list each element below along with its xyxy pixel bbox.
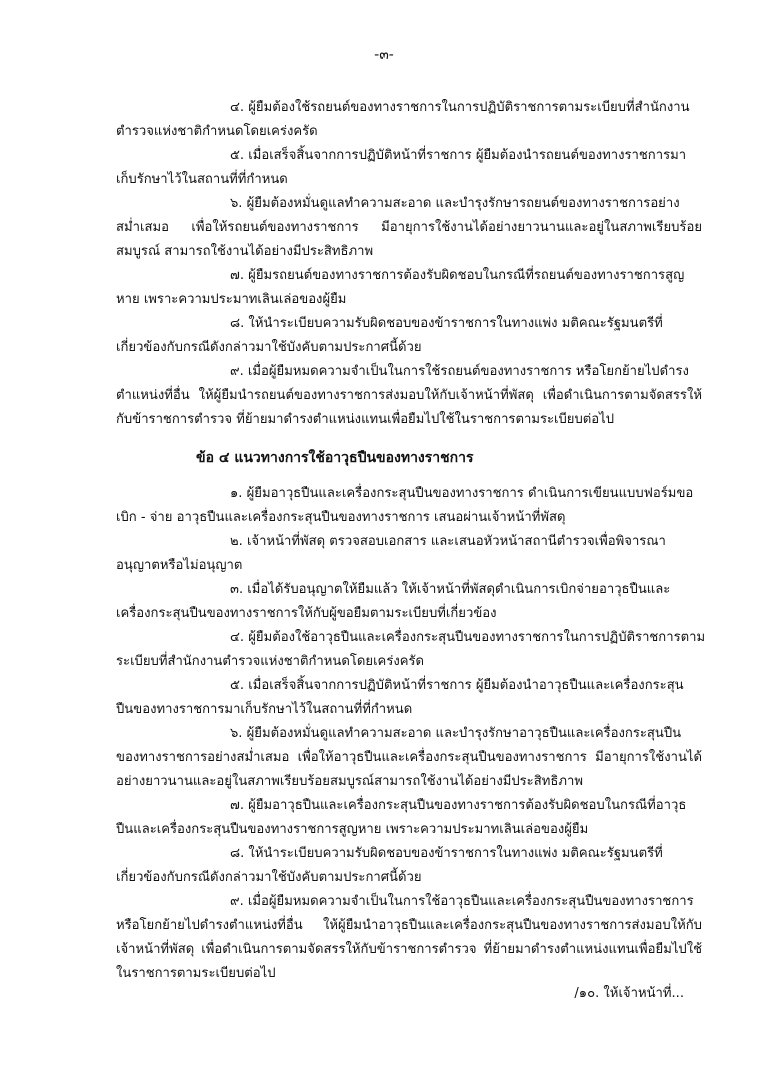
- section-heading: ข้อ ๔ แนวทางการใช้อาวุธปืนของทางราชการ: [196, 450, 474, 466]
- rule-paragraph: [116, 890, 702, 986]
- rule-continuation: หรือโยกย้ายไปดำรงตำแหน่งที่อื่น ให้ผู้ยืมนำอาวุธปืนและเครื่องกระสุนปืนของทางราชการส่งมอบให้กับเจ้าหน้าที่พัสดุ เพื่อดำเนินการตามจัดสรรให้กับข้าราชการตำรวจ ที่ย้ายมาดำรงตำแหน่งแทนเพื่อยืมไปใช้ในราชการตามระเบียบต่อไป: [116, 918, 702, 981]
- rule-first-line: ๘. ให้นำระเบียบความรับผิดชอบของข้าราชการในทางแพ่ง มติคณะรัฐมนตรีที่: [230, 316, 663, 331]
- rule-continuation: เก็บรักษาไว้ในสถานที่ที่กำหนด: [116, 172, 288, 187]
- rule-continuation: ระเบียบที่สำนักงานตำรวจแห่งชาติกำหนดโดยเคร่งครัด: [116, 654, 425, 669]
- document-body: [116, 96, 706, 986]
- page-number: -๓-: [374, 47, 394, 63]
- rule-paragraph: [116, 578, 702, 626]
- rule-paragraph: [116, 482, 702, 530]
- rule-paragraph: [116, 626, 706, 674]
- rule-paragraph: [116, 312, 702, 360]
- rule-first-line: ๗. ผู้ยืมอาวุธปืนและเครื่องกระสุนปืนของทางราชการต้องรับผิดชอบในกรณีที่อาวุธ: [230, 798, 687, 813]
- rule-first-line: ๖. ผู้ยืมต้องหมั่นดูแลทำความสะอาด และบำรุงรักษาอาวุธปืนและเครื่องกระสุนปืน: [230, 726, 682, 741]
- rule-first-line: ๙. เมื่อผู้ยืมหมดความจำเป็นในการใช้รถยนต์ของทางราชการ หรือโยกย้ายไปดำรง: [230, 364, 689, 379]
- rule-paragraph: [116, 144, 702, 192]
- rule-first-line: ๕. เมื่อเสร็จสิ้นจากการปฏิบัติหน้าที่ราชการ ผู้ยืมต้องนำอาวุธปืนและเครื่องกระสุน: [230, 678, 684, 693]
- rule-continuation: เบิก - จ่าย อาวุธปืนและเครื่องกระสุนปืนของทางราชการ เสนอผ่านเจ้าหน้าที่พัสดุ: [116, 510, 566, 525]
- rule-paragraph: [116, 794, 702, 842]
- rule-paragraph: [116, 96, 702, 144]
- rule-first-line: ๖. ผู้ยืมต้องหมั่นดูแลทำความสะอาด และบำรุงรักษารถยนต์ของทางราชการอย่าง: [230, 196, 680, 211]
- rule-first-line: ๘. ให้นำระเบียบความรับผิดชอบของข้าราชการในทางแพ่ง มติคณะรัฐมนตรีที่: [230, 846, 663, 861]
- rule-continuation: สม่ำเสมอ เพื่อให้รถยนต์ของทางราชการ มีอายุการใช้งานได้อย่างยาวนานและอยู่ในสภาพเรียบร้อยสมบูรณ์ สามารถใช้งานได้อย่างมีประสิทธิภาพ: [116, 220, 702, 259]
- rule-first-line: ๕. เมื่อเสร็จสิ้นจากการปฏิบัติหน้าที่ราชการ ผู้ยืมต้องนำรถยนต์ของทางราชการมา: [230, 148, 687, 163]
- rule-paragraph: [116, 360, 702, 432]
- rule-continuation: ปืนของทางราชการมาเก็บรักษาไว้ในสถานที่ที่กำหนด: [116, 702, 413, 717]
- rule-first-line: ๒. เจ้าหน้าที่พัสดุ ตรวจสอบเอกสาร และเสนอหัวหน้าสถานีตำรวจเพื่อพิจารณา: [230, 534, 666, 549]
- rule-first-line: ๑. ผู้ยืมอาวุธปืนและเครื่องกระสุนปืนของทางราชการ ดำเนินการเขียนแบบฟอร์มขอ: [230, 486, 694, 501]
- rule-continuation: เกี่ยวข้องกับกรณีดังกล่าวมาใช้บังคับตามประกาศนี้ด้วย: [116, 340, 422, 355]
- continuation-note: /๑๐. ให้เจ้าหน้าที่...: [574, 986, 684, 1001]
- rule-continuation: ตำแหน่งที่อื่น ให้ผู้ยืมนำรถยนต์ของทางราชการส่งมอบให้กับเจ้าหน้าที่พัสดุ เพื่อดำเนินการตามจัดสรรให้กับข้าราชการตำรวจ ที่ย้ายมาดำรงตำแหน่งแทนเพื่อยืมไปใช้ในราชการตามระเบียบต่อไป: [116, 388, 702, 427]
- rule-paragraph: [116, 192, 702, 264]
- rule-first-line: ๙. เมื่อผู้ยืมหมดความจำเป็นในการใช้อาวุธปืนและเครื่องกระสุนปืนของทางราชการ: [230, 894, 694, 909]
- rule-continuation: เกี่ยวข้องกับกรณีดังกล่าวมาใช้บังคับตามประกาศนี้ด้วย: [116, 870, 422, 885]
- rule-continuation: ตำรวจแห่งชาติกำหนดโดยเคร่งครัด: [116, 124, 318, 139]
- rule-first-line: ๔. ผู้ยืมต้องใช้อาวุธปืนและเครื่องกระสุนปืนของทางราชการในการปฏิบัติราชการตาม: [230, 630, 706, 645]
- rule-continuation: หาย เพราะความประมาทเลินเล่อของผู้ยืม: [116, 292, 347, 307]
- rule-first-line: ๔. ผู้ยืมต้องใช้รถยนต์ของทางราชการในการปฏิบัติราชการตามระเบียบที่สำนักงาน: [230, 100, 690, 115]
- rule-continuation: เครื่องกระสุนปืนของทางราชการให้กับผู้ขอยืมตามระเบียบที่เกี่ยวข้อง: [116, 606, 497, 621]
- firearm-rules-list: [116, 482, 706, 986]
- rule-first-line: ๓. เมื่อได้รับอนุญาตให้ยืมแล้ว ให้เจ้าหน้าที่พัสดุดำเนินการเบิกจ่ายอาวุธปืนและ: [230, 582, 671, 597]
- rule-continuation: ของทางราชการอย่างสม่ำเสมอ เพื่อให้อาวุธปืนและเครื่องกระสุนปืนของทางราชการ มีอายุการใช้งานได้อย่างยาวนานและอยู่ในสภาพเรียบร้อยสมบูรณ์สามารถใช้งานได้อย่างมีประสิทธิภาพ: [116, 750, 702, 789]
- vehicle-rules-list: [116, 96, 702, 432]
- rule-paragraph: [116, 264, 702, 312]
- rule-paragraph: [116, 842, 702, 890]
- rule-continuation: ปืนและเครื่องกระสุนปืนของทางราชการสูญหาย เพราะความประมาทเลินเล่อของผู้ยืม: [116, 822, 589, 837]
- rule-paragraph: [116, 674, 702, 722]
- rule-paragraph: [116, 530, 702, 578]
- rule-first-line: ๗. ผู้ยืมรถยนต์ของทางราชการต้องรับผิดชอบในกรณีที่รถยนต์ของทางราชการสูญ: [230, 268, 685, 283]
- rule-continuation: อนุญาตหรือไม่อนุญาต: [116, 558, 243, 573]
- rule-paragraph: [116, 722, 702, 794]
